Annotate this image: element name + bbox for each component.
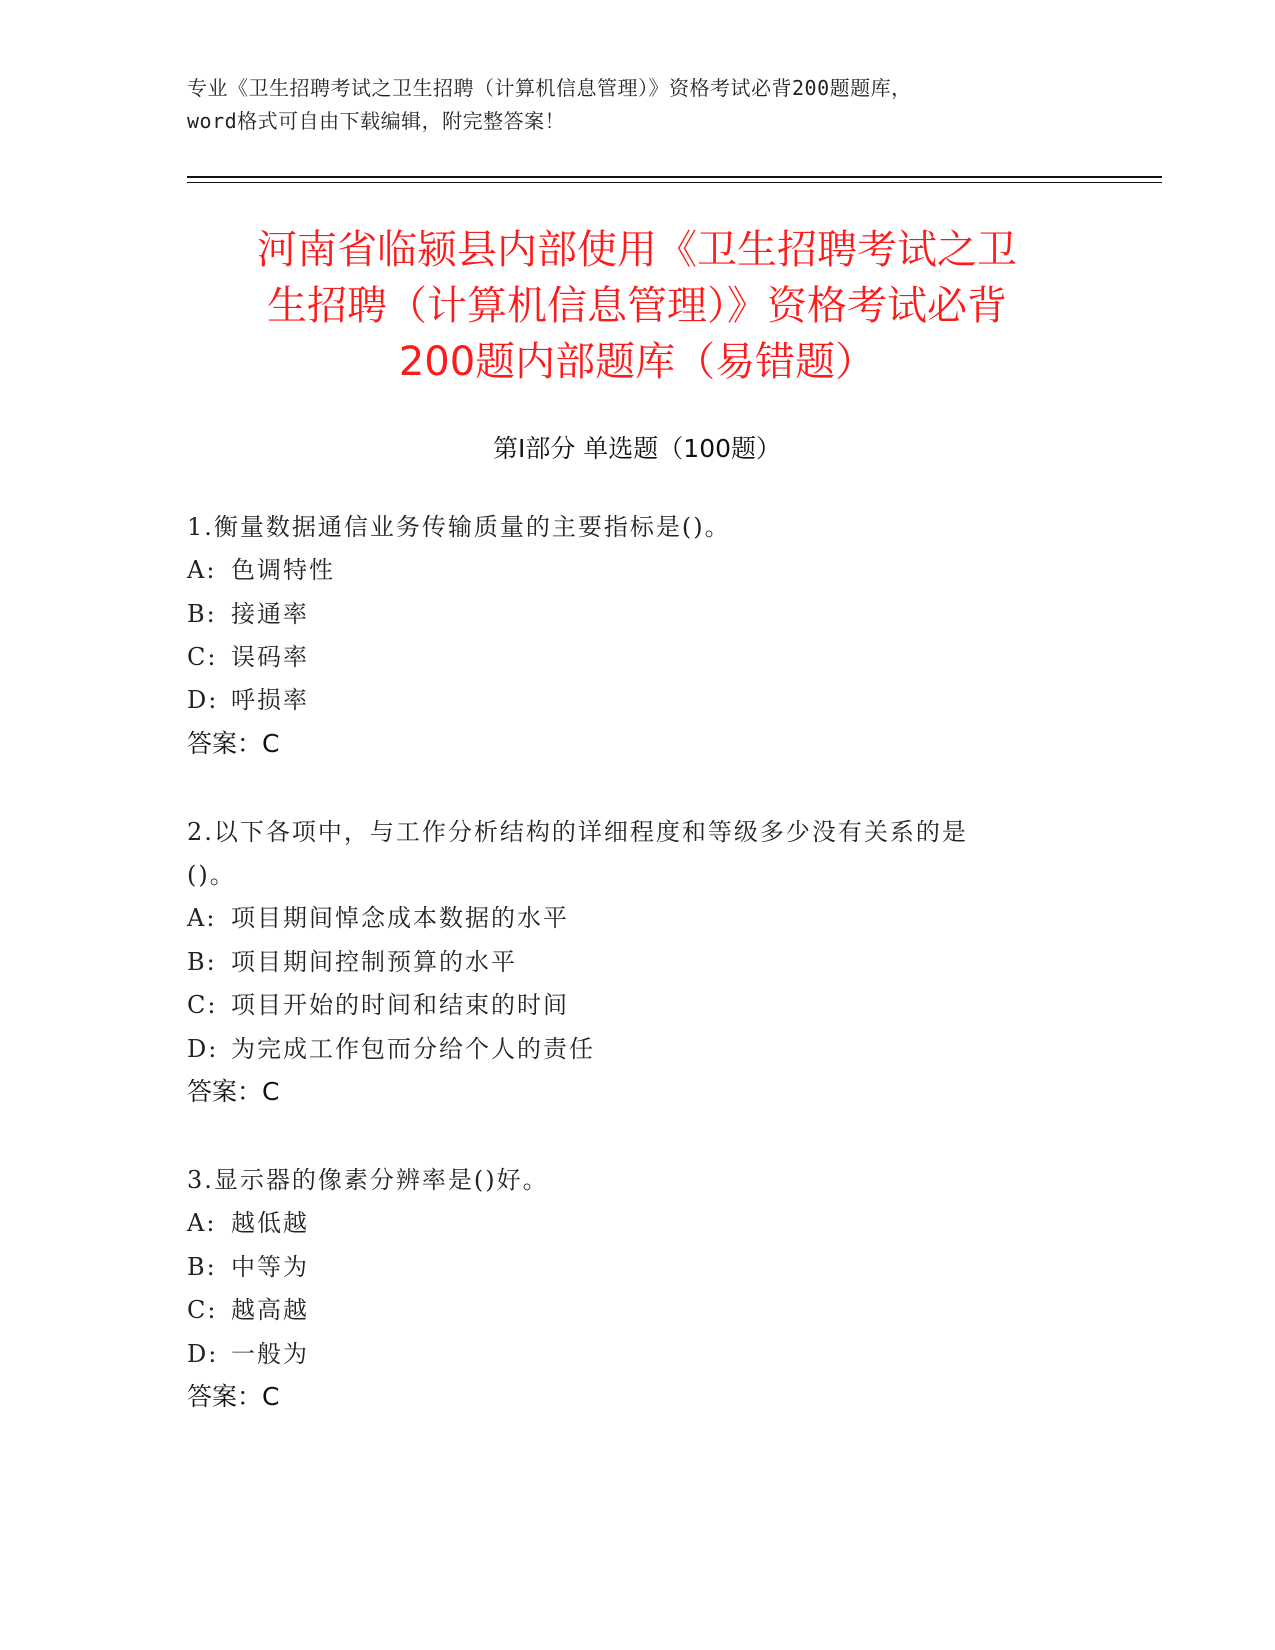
option-text: 越低越	[231, 1209, 309, 1237]
title-line: 生招聘（计算机信息管理）》资格考试必背	[267, 283, 1007, 329]
option-key: A:	[187, 556, 217, 584]
header-note	[187, 72, 1087, 138]
answer-line: 答案：C	[187, 1382, 280, 1411]
section-title: 第Ⅰ部分 单选题（100题）	[492, 434, 782, 463]
question-option	[187, 635, 1067, 679]
title-line: 200题内部题库（易错题）	[398, 339, 876, 385]
option-key: D:	[187, 1340, 219, 1368]
question-option	[187, 1201, 1067, 1245]
header-divider	[187, 176, 1162, 178]
question-option	[187, 678, 1067, 722]
question-option	[187, 1245, 1067, 1289]
option-text: 越高越	[231, 1296, 309, 1324]
question-option	[187, 592, 1067, 636]
question-option	[187, 940, 1067, 984]
option-key: C:	[187, 643, 218, 671]
option-key: D:	[187, 1035, 219, 1063]
option-text: 一般为	[231, 1340, 309, 1368]
option-key: A:	[187, 904, 217, 932]
option-text: 色调特性	[231, 556, 335, 584]
header-note-line: 专业《卫生招聘考试之卫生招聘（计算机信息管理）》资格考试必背200题题库，	[187, 76, 912, 100]
option-key: C:	[187, 991, 218, 1019]
option-text: 中等为	[231, 1253, 309, 1281]
question-text-continuation: ()。	[187, 861, 236, 889]
option-text: 接通率	[231, 600, 309, 628]
option-key: B:	[187, 1253, 217, 1281]
option-key: B:	[187, 948, 217, 976]
answer-line: 答案：C	[187, 729, 280, 758]
option-text: 项目期间控制预算的水平	[231, 948, 517, 976]
option-key: D:	[187, 686, 219, 714]
header-note-line: word格式可自由下载编辑，附完整答案！	[187, 109, 566, 133]
option-text: 误码率	[231, 643, 309, 671]
option-text: 为完成工作包而分给个人的责任	[231, 1035, 595, 1063]
question-option	[187, 1027, 1067, 1071]
question-option	[187, 983, 1067, 1027]
title-line: 河南省临颍县内部使用《卫生招聘考试之卫	[257, 227, 1017, 273]
option-key: B:	[187, 600, 217, 628]
question-option	[187, 896, 1067, 940]
option-key: C:	[187, 1296, 218, 1324]
option-text: 呼损率	[231, 686, 309, 714]
question-option	[187, 548, 1067, 592]
question-option	[187, 1288, 1067, 1332]
question-text: 3.显示器的像素分辨率是()好。	[187, 1166, 549, 1194]
question-text: 2.以下各项中，与工作分析结构的详细程度和等级多少没有关系的是	[187, 818, 968, 846]
option-text: 项目期间悼念成本数据的水平	[231, 904, 569, 932]
option-key: A:	[187, 1209, 217, 1237]
question-option	[187, 1332, 1067, 1376]
option-text: 项目开始的时间和结束的时间	[231, 991, 569, 1019]
document-title	[187, 222, 1087, 390]
answer-line: 答案：C	[187, 1077, 280, 1106]
header-divider-thin	[187, 182, 1162, 183]
question-text: 1.衡量数据通信业务传输质量的主要指标是()。	[187, 513, 731, 541]
